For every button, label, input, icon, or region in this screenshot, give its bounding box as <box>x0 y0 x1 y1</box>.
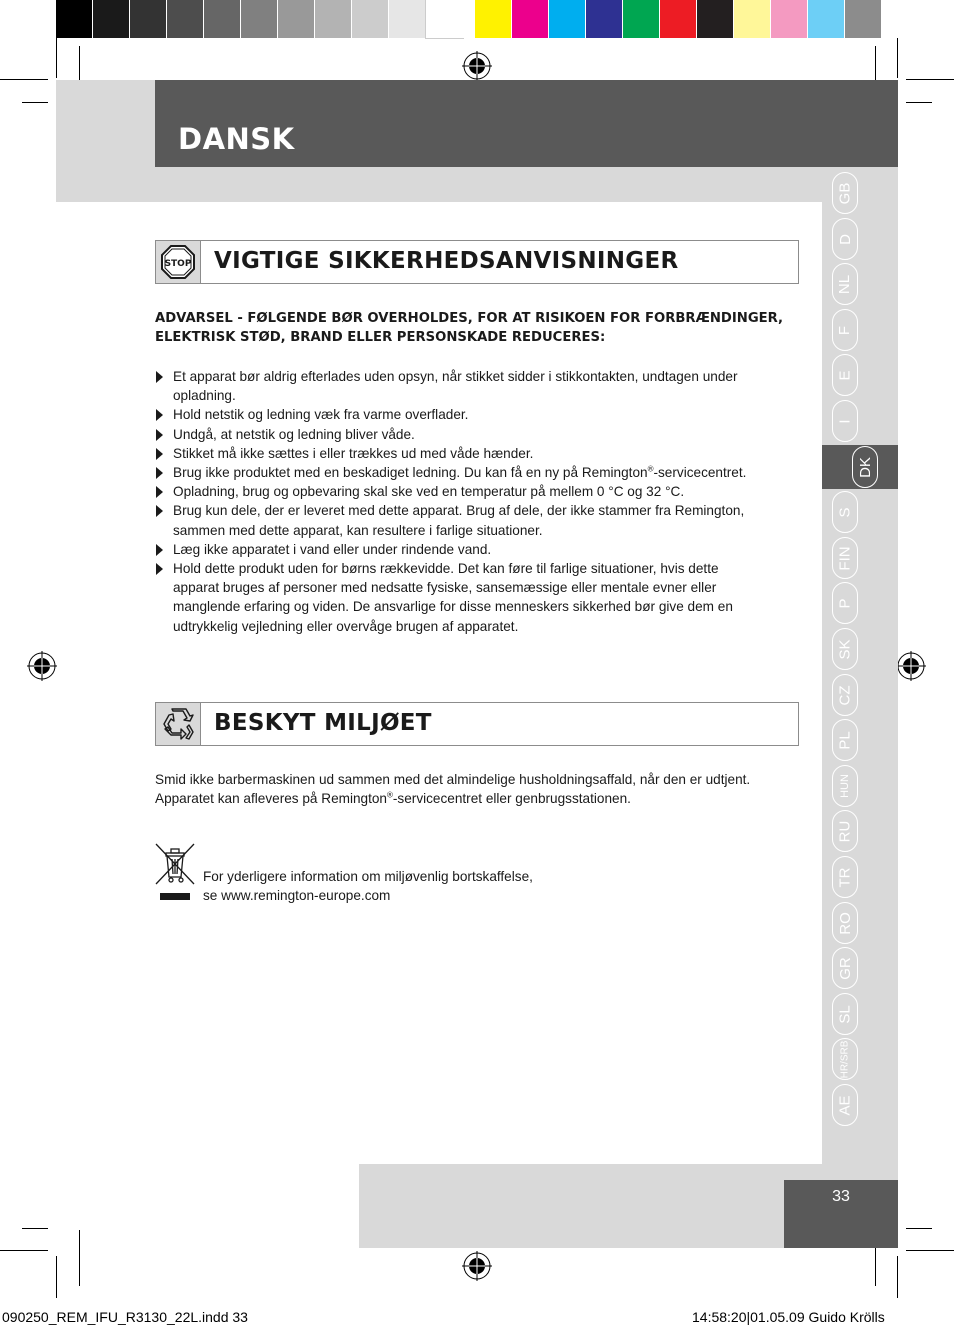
language-tab-d[interactable] <box>832 218 858 260</box>
language-tab-ro[interactable] <box>832 902 858 944</box>
safety-item-text: Et apparat bør aldrig efterlades uden opsyn, når stikket sidder i stikkontakten, undtagen under opladning. <box>173 369 738 404</box>
color-swatch <box>586 0 623 38</box>
safety-list <box>155 367 767 636</box>
language-tab-i[interactable] <box>832 400 858 442</box>
safety-item-text: Hold netstik og ledning væk fra varme overflader. <box>173 407 469 423</box>
color-swatch <box>352 0 389 38</box>
color-swatch <box>697 0 734 38</box>
crop-mark <box>56 1256 57 1298</box>
registration-mark-icon <box>896 651 926 681</box>
file-slug: 090250_REM_IFU_R3130_22L.indd 33 <box>2 1309 248 1325</box>
triangle-bullet-icon <box>156 409 163 421</box>
environment-section-header <box>155 702 799 746</box>
language-tab-ru[interactable] <box>832 810 858 852</box>
disposal-info-link[interactable]: se www.remington-europe.com <box>203 888 391 904</box>
crossed-bin-icon <box>154 842 196 904</box>
language-tab-tr[interactable] <box>832 856 858 898</box>
language-tab-sl[interactable] <box>832 993 858 1035</box>
language-tab-gr[interactable] <box>832 947 858 989</box>
triangle-bullet-icon <box>156 505 163 517</box>
safety-item <box>155 405 767 424</box>
registration-mark-icon <box>27 651 57 681</box>
language-tab-label: I <box>836 418 854 424</box>
safety-item-text: Brug kun dele, der er leveret med dette apparat. Brug af dele, der ikke stammer fra Remington, sammen med dette apparat, kan resultere i farlige situationer. <box>173 503 745 538</box>
language-tab-label: SK <box>836 638 854 660</box>
language-tab-label: HR/SRB <box>839 1040 851 1078</box>
safety-section-header <box>155 240 799 284</box>
language-tab-s[interactable] <box>832 491 858 533</box>
stop-sign-label: STOP <box>164 259 192 269</box>
color-swatch <box>389 0 426 38</box>
color-swatch <box>549 0 586 38</box>
crop-mark <box>0 79 48 80</box>
color-swatch <box>808 0 845 38</box>
language-tab-label: E <box>836 369 854 381</box>
color-swatch <box>475 0 512 38</box>
language-tab-label: AE <box>836 1094 854 1116</box>
language-tab-label: PL <box>836 730 854 750</box>
language-tab-label: CZ <box>836 685 854 705</box>
safety-item-text: Opladning, brug og opbevaring skal ske ved en temperatur på mellem 0 °C og 32 °C. <box>173 484 685 500</box>
triangle-bullet-icon <box>156 371 163 383</box>
language-tab-label: SL <box>836 1004 854 1024</box>
language-tab-label: P <box>836 597 854 609</box>
color-swatch <box>426 0 463 38</box>
crop-mark <box>906 102 932 103</box>
stop-sign-icon <box>156 241 201 283</box>
page-number: 33 <box>832 1188 850 1205</box>
recycle-icon <box>156 703 201 745</box>
triangle-bullet-icon <box>156 486 163 498</box>
language-tabs <box>822 172 874 1132</box>
crop-mark <box>22 1228 48 1229</box>
language-tab-pl[interactable] <box>832 719 858 761</box>
crop-mark <box>897 1256 898 1298</box>
language-tab-label: RU <box>836 820 854 842</box>
safety-item <box>155 559 767 636</box>
color-calibration-bar <box>56 0 896 38</box>
page-title: DANSK <box>178 122 295 156</box>
color-swatch <box>56 0 93 38</box>
color-swatch <box>734 0 771 38</box>
triangle-bullet-icon <box>156 429 163 441</box>
color-swatch <box>771 0 808 38</box>
safety-item <box>155 444 767 463</box>
crop-mark <box>22 102 48 103</box>
language-tab-gb[interactable] <box>832 172 858 214</box>
color-swatch <box>167 0 204 38</box>
crop-mark <box>0 1250 48 1251</box>
safety-item-text: Stikket må ikke sættes i eller trækkes ud med våde hænder. <box>173 445 534 461</box>
color-swatch <box>130 0 167 38</box>
safety-item <box>155 501 767 539</box>
language-tab-hr-srb[interactable] <box>832 1038 858 1080</box>
crop-mark <box>897 38 898 78</box>
language-tab-label: GR <box>836 956 854 980</box>
triangle-bullet-icon <box>156 563 163 575</box>
triangle-bullet-icon <box>156 448 163 460</box>
safety-item-text: Hold dette produkt uden for børns rækkevidde. Det kan føre til farlige situationer, hvis dette apparat bruges af personer med nedsatte fysiske, sansemæssige eller mentale evner eller manglende erfaring og viden. De ansvarlige for disse menneskers sikkerhed bør give dem en udtrykkelig vejledning eller overvåge brugen af apparatet. <box>173 561 733 634</box>
language-tab-nl[interactable] <box>832 263 858 305</box>
crop-mark <box>56 38 57 78</box>
color-swatch <box>315 0 352 38</box>
triangle-bullet-icon <box>156 544 163 556</box>
language-tab-label: D <box>836 233 854 245</box>
safety-item-text: Undgå, at netstik og ledning bliver våde. <box>173 426 415 442</box>
language-tab-label: HUN <box>839 774 851 798</box>
safety-item <box>155 367 767 405</box>
color-swatch <box>278 0 315 38</box>
crop-mark <box>79 1230 80 1286</box>
safety-item <box>155 540 767 559</box>
crop-mark <box>906 1228 932 1229</box>
safety-item <box>155 482 767 501</box>
color-swatch <box>845 0 882 38</box>
registration-mark-icon <box>462 51 492 81</box>
language-tab-label: FIN <box>836 545 854 571</box>
environment-title: BESKYT MILJØET <box>214 710 432 736</box>
triangle-bullet-icon <box>156 467 163 479</box>
environment-text: Smid ikke barbermaskinen ud sammen med det almindelige husholdningsaffald, når den er udtjent. Apparatet kan afleveres på Remington®-servicecentret eller genbrugsstationen. <box>155 772 751 807</box>
crop-mark <box>906 79 954 80</box>
language-tab-f[interactable] <box>832 309 858 351</box>
disposal-info <box>203 867 623 905</box>
language-tab-label: TR <box>836 867 854 887</box>
crop-mark <box>906 1250 954 1251</box>
color-swatch <box>204 0 241 38</box>
timestamp-slug: 14:58:20|01.05.09 Guido Krölls <box>692 1309 885 1325</box>
language-tab-fin[interactable] <box>832 537 858 579</box>
language-tab-e[interactable] <box>832 354 858 396</box>
language-tab-label: NL <box>836 274 854 294</box>
language-tab-dk[interactable] <box>822 445 898 489</box>
safety-item <box>155 463 767 482</box>
color-swatch <box>512 0 549 38</box>
color-swatch <box>623 0 660 38</box>
language-tab-label: RO <box>836 911 854 935</box>
registration-mark-icon <box>462 1251 492 1281</box>
language-tab-p[interactable] <box>832 582 858 624</box>
language-tab-label: GB <box>836 182 854 204</box>
swatch-gap <box>463 0 475 38</box>
language-tab-label: S <box>836 506 854 518</box>
color-swatch <box>241 0 278 38</box>
language-tab-cz[interactable] <box>832 674 858 716</box>
warning-heading: ADVARSEL - FØLGENDE BØR OVERHOLDES, FOR AT RISIKOEN FOR FORBRÆNDINGER, ELEKTRISK STØD, BRAND ELLER PERSONSKADE REDUCERES: <box>155 311 784 345</box>
disposal-info-line1: For yderligere information om miljøvenlig bortskaffelse, <box>203 869 533 884</box>
safety-item-text: Læg ikke apparatet i vand eller under rindende vand. <box>173 541 492 557</box>
language-tab-label: DK <box>856 456 874 478</box>
color-swatch <box>660 0 697 38</box>
language-tab-label: F <box>836 325 854 335</box>
safety-item <box>155 425 767 444</box>
safety-item-text: Brug ikke produktet med en beskadiget ledning. Du kan få en ny på Remington®-servicecentret. <box>173 464 747 481</box>
safety-title: VIGTIGE SIKKERHEDSANVISNINGER <box>214 248 679 274</box>
color-swatch <box>93 0 130 38</box>
language-tab-hun[interactable] <box>832 765 858 807</box>
language-tab-ae[interactable] <box>832 1084 858 1126</box>
language-tab-sk[interactable] <box>832 628 858 670</box>
